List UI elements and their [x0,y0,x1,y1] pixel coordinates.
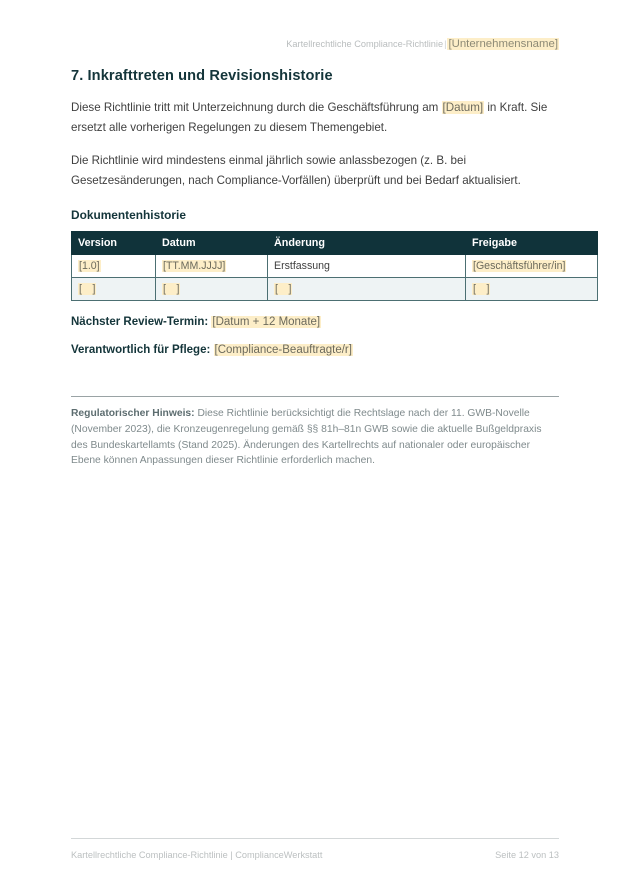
page-title: 7. Inkrafttreten und Revisionshistorie [71,68,333,84]
header-company-placeholder: [Unternehmensname] [448,38,558,50]
document-running-header [71,36,559,52]
owner-line [71,341,559,360]
cell-aenderung-value: Erstfassung [274,260,330,273]
table-header-row [72,232,598,255]
regulatory-note-label: Regulatorischer Hinweis: [71,408,195,420]
paragraph-1-date-placeholder: [Datum] [442,101,484,114]
cell-aenderung [268,278,466,301]
document-history-table [71,231,598,301]
owner-value: [Compliance-Beauftragte/r] [214,344,352,357]
spacer [71,360,559,396]
paragraph-revision: Die Richtlinie wird mindestens einmal jährlich sowie anlassbezogen (z. B. bei Gesetzesänderungen, nach Compliance-Vorfällen) überprüft und bei Bedarf aktualisiert. [71,154,521,187]
document-running-footer [71,848,559,862]
table-header-aenderung: Änderung [268,232,466,255]
cell-aenderung-value: [ ] [275,283,292,296]
cell-freigabe [466,278,598,301]
cell-datum-value: [ ] [163,283,180,296]
table-row [72,278,598,301]
cell-version [72,278,156,301]
footer-page-number: Seite 12 von 13 [495,850,559,860]
regulatory-note-text: Diese Richtlinie berücksichtigt die Rechtslage nach der 11. GWB-Novelle (November 2023), die Kronzeugenregelung gemäß §§ 81h–81n GWB sowie die aktuelle Bußgeldpraxis des Bundeskartellamts (Stand 2025). Änderungen des Kartellrechts auf nationaler oder europäischer Ebene können Anpassungen dieser Richtlinie erforderlich machen. [71,408,542,467]
next-review-line [71,313,559,332]
header-doc-title: Kartellrechtliche Compliance-Richtlinie [286,39,444,49]
cell-datum [156,255,268,278]
table-header-datum: Datum [156,232,268,255]
cell-datum [156,278,268,301]
paragraph-1-text-after: in Kraft. Sie ersetzt alle vorherigen Regelungen zu diesem Themengebiet. [71,101,548,134]
header-separator: | [444,39,447,49]
cell-version-value: [ ] [79,283,96,296]
cell-version-value: [1.0] [79,260,100,273]
cell-freigabe-value: [Geschäftsführer/in] [473,260,566,273]
subsection-title-dokumentenhistorie: Dokumentenhistorie [71,208,186,223]
document-content [71,68,566,479]
table-header-version: Version [72,232,156,255]
next-review-value: [Datum + 12 Monate] [212,316,321,329]
cell-freigabe [466,255,598,278]
cell-freigabe-value: [ ] [473,283,490,296]
table-row [72,255,598,278]
paragraph-inkrafttreten [71,98,559,137]
footer-left-text: Kartellrechtliche Compliance-Richtlinie | ComplianceWerkstatt [71,850,323,860]
cell-datum-value: [TT.MM.JJJJ] [163,260,226,273]
footer-divider [71,838,559,839]
owner-label: Verantwortlich für Pflege: [71,344,211,357]
note-divider [71,396,559,397]
cell-aenderung [268,255,466,278]
paragraph-1-text-before: Diese Richtlinie tritt mit Unterzeichnung durch die Geschäftsführung am [71,101,442,114]
table-header-freigabe: Freigabe [466,232,598,255]
regulatory-note [71,406,559,468]
next-review-label: Nächster Review-Termin: [71,316,209,329]
cell-version [72,255,156,278]
